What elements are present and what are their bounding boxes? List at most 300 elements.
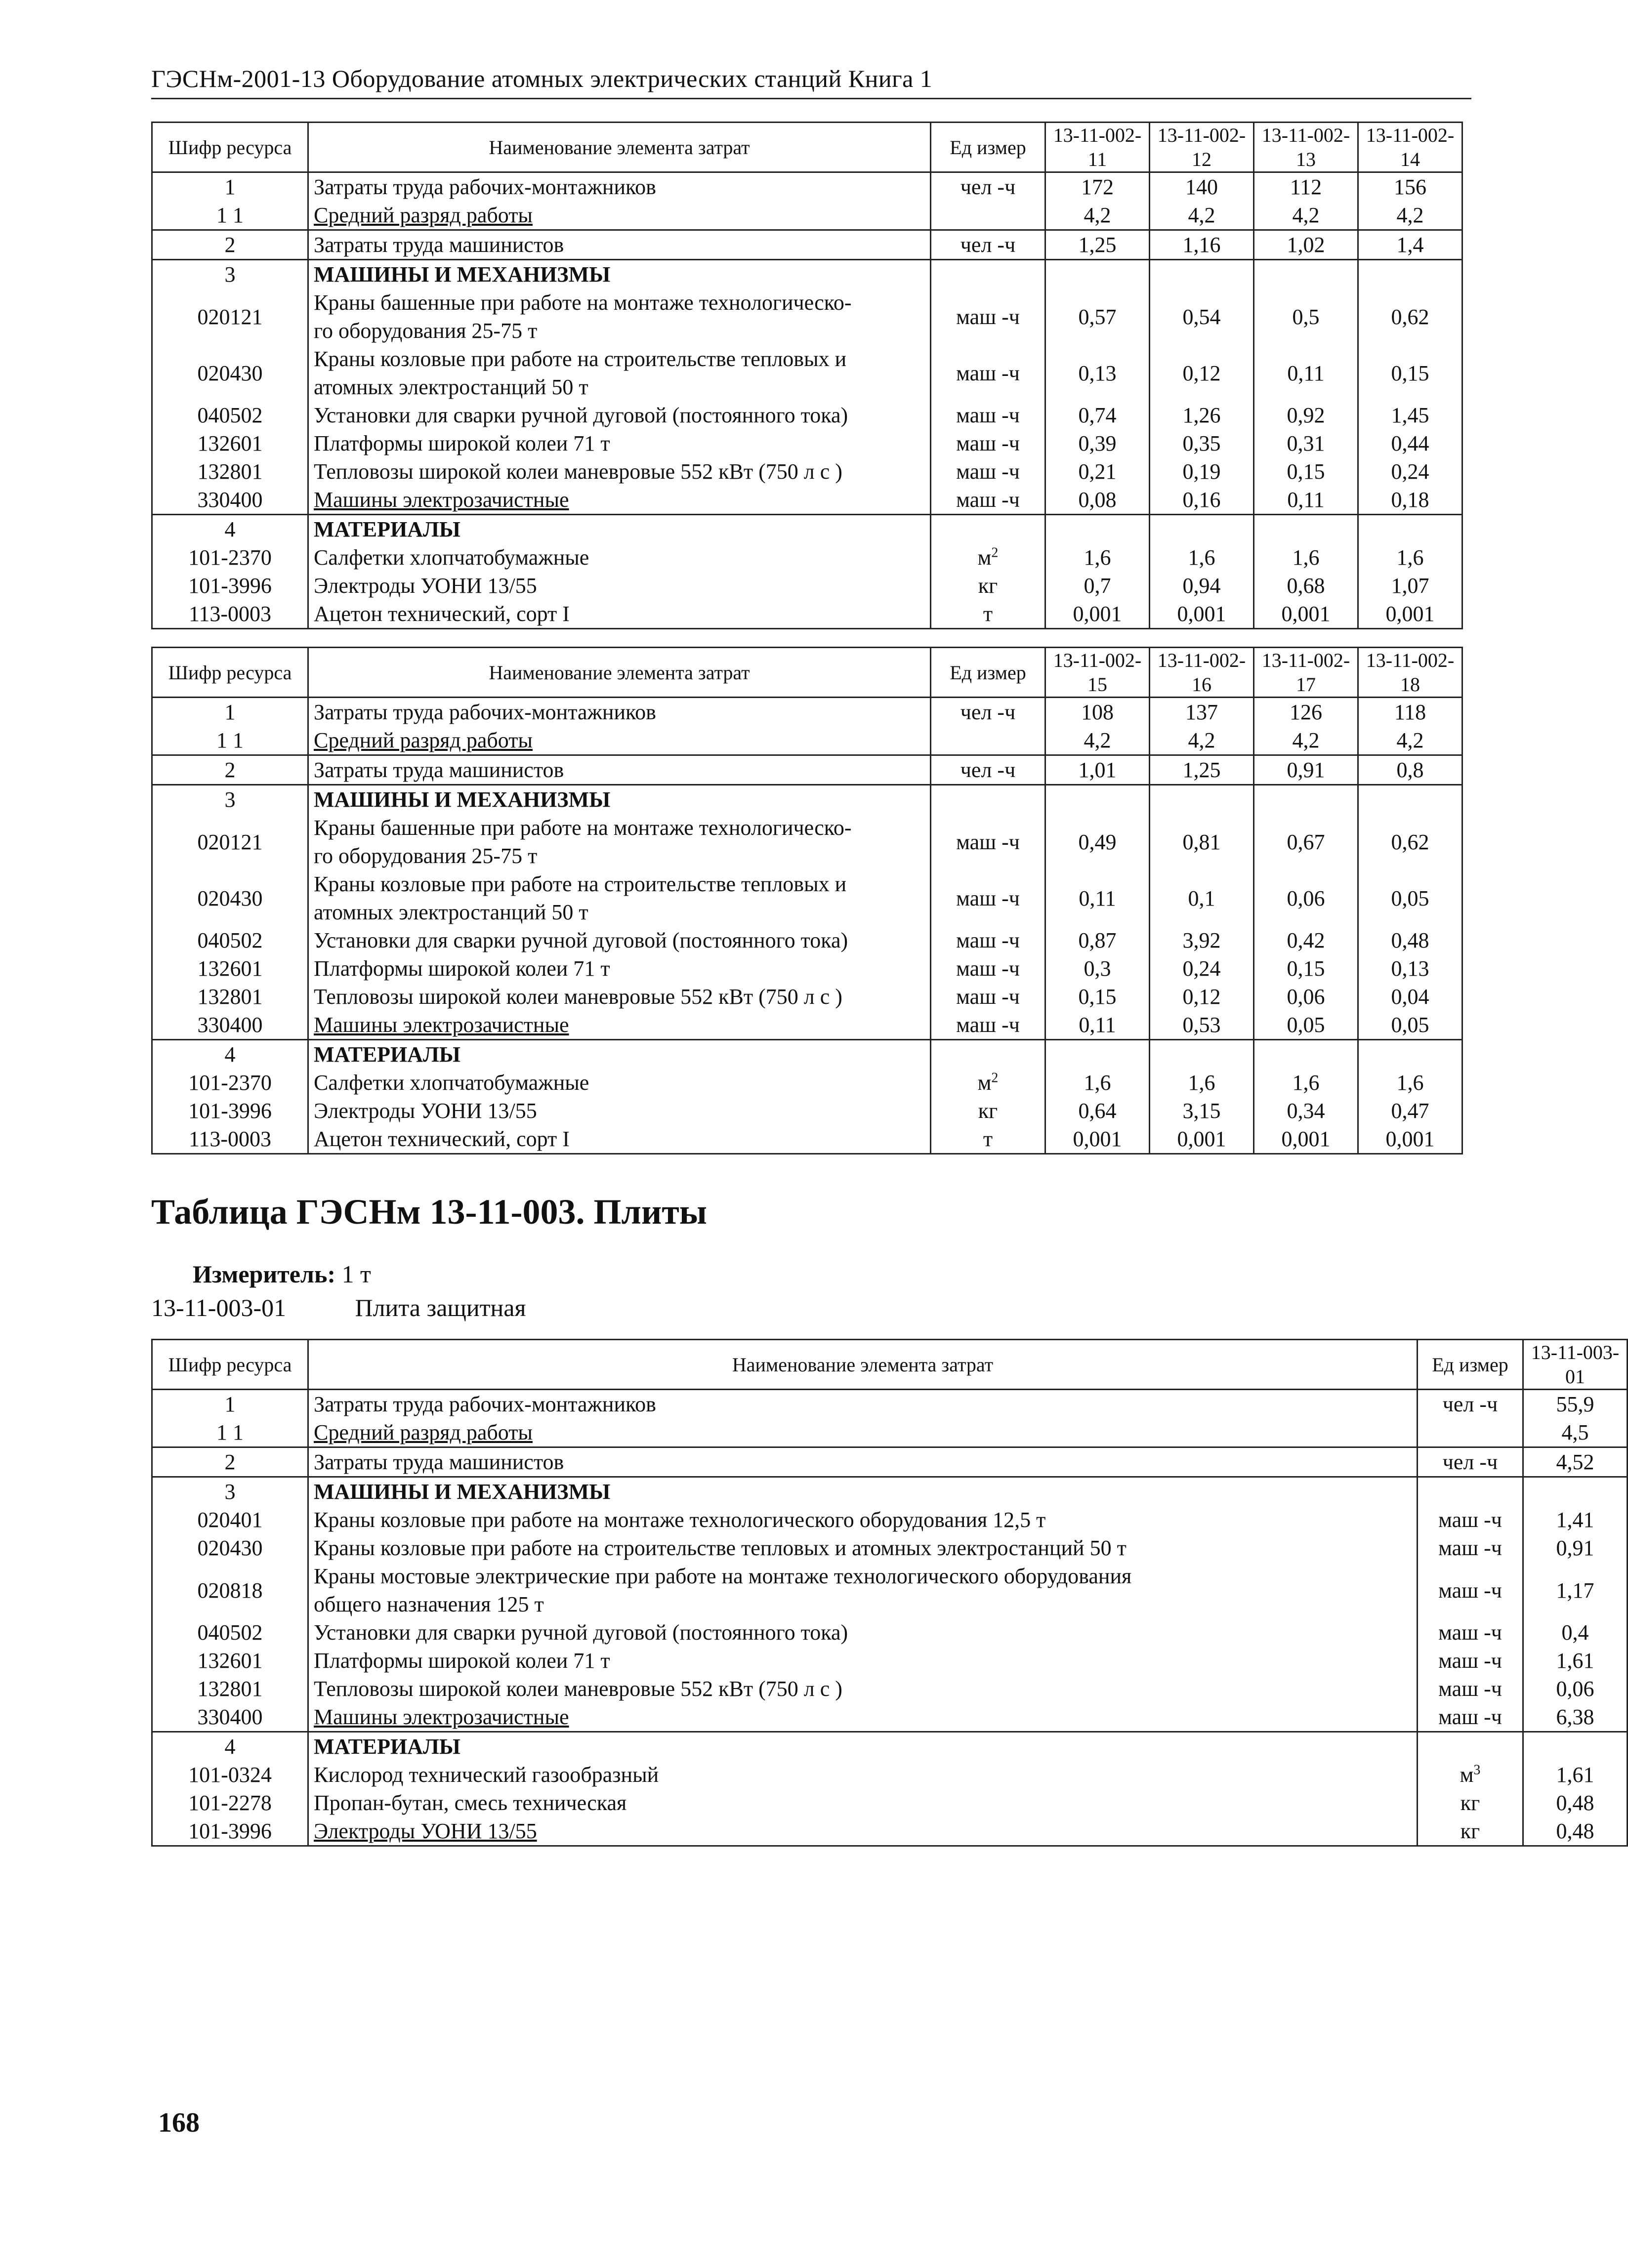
table-row: [152, 260, 1462, 289]
unit-text: кг: [1460, 1791, 1480, 1815]
norm-value: 0,05: [1254, 1011, 1358, 1040]
unit-cell: [1418, 1506, 1523, 1534]
unit-cell: [931, 345, 1045, 401]
table-row: [152, 1789, 1628, 1817]
unit-cell: [1418, 1789, 1523, 1817]
resource-name-line: го оборудования 25-75 т: [314, 319, 538, 343]
norm-value: 0,64: [1045, 1097, 1150, 1125]
norm-value: 156: [1358, 172, 1462, 202]
norm-value: 0,44: [1358, 429, 1462, 457]
resource-name-line: Электроды УОНИ 13/55: [314, 1819, 537, 1843]
resource-name: [308, 1447, 1418, 1477]
unit-cell: [931, 755, 1045, 785]
unit-exponent: 2: [991, 1070, 999, 1086]
norm-value: 1,01: [1045, 755, 1150, 785]
table-row: [152, 870, 1462, 926]
norm-value: 1,6: [1254, 543, 1358, 572]
norm-table-002-15-18: [151, 647, 1463, 1155]
table-row: [152, 429, 1462, 457]
norm-value: 1,26: [1150, 401, 1254, 429]
norm-value: 0,001: [1254, 600, 1358, 629]
header-unit: Ед измер: [931, 648, 1045, 698]
resource-name: [308, 1097, 931, 1125]
resource-name: [308, 457, 931, 486]
resource-name: [308, 1703, 1418, 1732]
norm-value: 0,05: [1358, 870, 1462, 926]
resource-name: [308, 1732, 1418, 1761]
resource-name-line: Средний разряд работы: [314, 728, 533, 752]
norm-value: 4,2: [1150, 201, 1254, 230]
resource-name: [308, 1534, 1418, 1562]
norm-value: 0,15: [1254, 954, 1358, 983]
resource-name-line: Ацетон технический, сорт I: [314, 1127, 570, 1151]
norm-value: 0,74: [1045, 401, 1150, 429]
resource-name-line: МАТЕРИАЛЫ: [314, 517, 460, 541]
norm-value: 112: [1254, 172, 1358, 202]
header-row: [152, 1340, 1628, 1390]
norm-value: 0,12: [1150, 983, 1254, 1011]
table-row: [152, 1703, 1628, 1732]
unit-cell: [931, 401, 1045, 429]
unit-text: маш -ч: [956, 928, 1020, 952]
resource-name-line: МАТЕРИАЛЫ: [314, 1734, 460, 1759]
unit-cell: [1418, 1447, 1523, 1477]
unit-cell: [1418, 1703, 1523, 1732]
unit-cell: [1418, 1732, 1523, 1761]
resource-name: [308, 870, 931, 926]
resource-name: [308, 726, 931, 755]
norm-value: 0,04: [1358, 983, 1462, 1011]
resource-code: 2: [152, 1447, 308, 1477]
resource-code: 4: [152, 1040, 308, 1069]
resource-name: [308, 201, 931, 230]
table-row: [152, 1069, 1462, 1097]
header-norm-code: [1358, 123, 1462, 172]
unit-text: маш -ч: [1438, 1620, 1502, 1645]
table-row: [152, 1817, 1628, 1846]
table-row: [152, 1618, 1628, 1647]
norm-value: 0,001: [1045, 600, 1150, 629]
norm-value: 1,6: [1358, 543, 1462, 572]
norm-value: 0,11: [1045, 1011, 1150, 1040]
header-norm-code: [1150, 648, 1254, 698]
resource-code: 1 1: [152, 726, 308, 755]
unit-cell: [931, 954, 1045, 983]
resource-name: [308, 1761, 1418, 1789]
table-row: [152, 515, 1462, 544]
unit-text: чел -ч: [960, 700, 1016, 724]
norm-value: [1150, 1040, 1254, 1069]
resource-name-line: Тепловозы широкой колеи маневровые 552 кВт (750 л с ): [314, 459, 842, 484]
resource-name-line: Краны башенные при работе на монтаже технологическо-: [314, 816, 852, 840]
table-row: [152, 1040, 1462, 1069]
unit-text: чел -ч: [960, 758, 1016, 782]
resource-code: 020430: [152, 870, 308, 926]
header-norm-code-text: 13-11-002-16: [1157, 649, 1246, 696]
norm-value: [1045, 785, 1150, 814]
table-row: [152, 345, 1462, 401]
resource-code: 101-3996: [152, 572, 308, 600]
resource-name: [308, 172, 931, 202]
table-row: [152, 954, 1462, 983]
unit-text: чел -ч: [1442, 1450, 1498, 1474]
unit-cell: [931, 870, 1045, 926]
resource-code: 101-3996: [152, 1097, 308, 1125]
unit-cell: [931, 289, 1045, 345]
header-norm-code: [1045, 648, 1150, 698]
unit-cell: [931, 172, 1045, 202]
unit-text: м: [1460, 1763, 1474, 1787]
norm-value: 0,31: [1254, 429, 1358, 457]
resource-code: 101-2278: [152, 1789, 308, 1817]
resource-name-line: Платформы широкой колеи 71 т: [314, 1649, 610, 1673]
meter-label: Измеритель:: [193, 1260, 336, 1288]
table-row: [152, 1125, 1462, 1154]
resource-name: [308, 429, 931, 457]
resource-name-line: Ацетон технический, сорт I: [314, 602, 570, 626]
norm-value: 6,38: [1523, 1703, 1628, 1732]
header-name: Наименование элемента затрат: [308, 123, 931, 172]
resource-code: 020401: [152, 1506, 308, 1534]
resource-name-line: Пропан-бутан, смесь техническая: [314, 1791, 627, 1815]
unit-text: кг: [1460, 1819, 1480, 1843]
resource-name-line: МАШИНЫ И МЕХАНИЗМЫ: [314, 787, 611, 812]
table-row: [152, 1390, 1628, 1419]
resource-code: 330400: [152, 486, 308, 515]
norm-table-003-01: [151, 1339, 1628, 1847]
resource-name-line: Краны козловые при работе на строительстве тепловых и атомных электростанций 50 т: [314, 1536, 1127, 1560]
header-code: Шифр ресурса: [152, 123, 308, 172]
resource-name-line: Краны козловые при работе на строительстве тепловых и: [314, 347, 847, 371]
table-row: [152, 543, 1462, 572]
resource-name: [308, 755, 931, 785]
norm-value: 0,001: [1358, 1125, 1462, 1154]
unit-cell: [1418, 1418, 1523, 1447]
resource-name-line: Платформы широкой колеи 71 т: [314, 956, 610, 981]
norm-value: 0,34: [1254, 1097, 1358, 1125]
norm-value: 1,16: [1150, 230, 1254, 260]
table-row: [152, 486, 1462, 515]
unit-cell: [1418, 1477, 1523, 1506]
norm-value: 0,001: [1358, 600, 1462, 629]
norm-value: 108: [1045, 698, 1150, 727]
resource-name-line: МАШИНЫ И МЕХАНИЗМЫ: [314, 1480, 611, 1504]
header-row: [152, 123, 1462, 172]
unit-text: маш -ч: [956, 304, 1020, 329]
resource-code: 132601: [152, 1647, 308, 1675]
resource-code: 132601: [152, 954, 308, 983]
resource-name: [308, 1618, 1418, 1647]
unit-cell: [931, 785, 1045, 814]
resource-code: 132601: [152, 429, 308, 457]
table-row: [152, 401, 1462, 429]
unit-text: маш -ч: [956, 956, 1020, 981]
norm-value: 1,61: [1523, 1647, 1628, 1675]
norm-value: [1358, 515, 1462, 544]
norm-value: 0,57: [1045, 289, 1150, 345]
resource-name: [308, 926, 931, 954]
resource-name-line: Затраты труда рабочих-монтажников: [314, 175, 656, 199]
norm-value: 0,39: [1045, 429, 1150, 457]
norm-value: 0,001: [1150, 1125, 1254, 1154]
unit-cell: [931, 457, 1045, 486]
resource-name: [308, 1069, 931, 1097]
resource-name-line: Средний разряд работы: [314, 1420, 533, 1444]
resource-name-line: общего назначения 125 т: [314, 1592, 544, 1616]
resource-code: 4: [152, 515, 308, 544]
norm-value: [1523, 1477, 1628, 1506]
norm-value: 0,48: [1523, 1789, 1628, 1817]
table-row: [152, 1097, 1462, 1125]
unit-cell: [931, 600, 1045, 629]
norm-value: 1,02: [1254, 230, 1358, 260]
resource-code: 1: [152, 172, 308, 202]
norm-value: 3,15: [1150, 1097, 1254, 1125]
table-row: [152, 1534, 1628, 1562]
norm-value: 0,11: [1045, 870, 1150, 926]
resource-code: 132801: [152, 983, 308, 1011]
header-row: [152, 648, 1462, 698]
resource-code: 132801: [152, 457, 308, 486]
resource-name: [308, 954, 931, 983]
norm-value: 0,24: [1150, 954, 1254, 983]
unit-text: чел -ч: [1442, 1392, 1498, 1416]
resource-name-line: Затраты труда рабочих-монтажников: [314, 1392, 656, 1416]
header-norm-code: [1523, 1340, 1628, 1390]
header-norm-code: [1045, 123, 1150, 172]
resource-code: 101-2370: [152, 543, 308, 572]
unit-cell: [931, 1011, 1045, 1040]
header-norm-code: [1358, 648, 1462, 698]
resource-code: 113-0003: [152, 600, 308, 629]
unit-text: маш -ч: [956, 488, 1020, 512]
resource-name: [308, 600, 931, 629]
unit-cell: [1418, 1761, 1523, 1789]
header-norm-code-text: 13-11-002-18: [1366, 649, 1455, 696]
norm-value: 0,47: [1358, 1097, 1462, 1125]
resource-name: [308, 1040, 931, 1069]
norm-value: 0,8: [1358, 755, 1462, 785]
norm-value: 55,9: [1523, 1390, 1628, 1419]
norm-value: [1358, 1040, 1462, 1069]
resource-code: 101-3996: [152, 1817, 308, 1846]
norm-value: 0,05: [1358, 1011, 1462, 1040]
norm-value: 0,06: [1254, 870, 1358, 926]
unit-text: маш -ч: [1438, 1536, 1502, 1560]
norm-value: 1,6: [1254, 1069, 1358, 1097]
resource-name-line: Краны мостовые электрические при работе на монтаже технологического оборудования: [314, 1564, 1132, 1588]
table-row: [152, 600, 1462, 629]
norm-value: 4,2: [1150, 726, 1254, 755]
resource-name-line: Салфетки хлопчатобумажные: [314, 545, 589, 570]
header-unit: Ед измер: [931, 123, 1045, 172]
section-title: Таблица ГЭСНм 13-11-003. Плиты: [151, 1192, 707, 1232]
resource-code: 113-0003: [152, 1125, 308, 1154]
norm-value: 3,92: [1150, 926, 1254, 954]
resource-name-line: Машины электрозачистные: [314, 1705, 569, 1729]
norm-value: 1,6: [1045, 543, 1150, 572]
header-norm-code: [1254, 648, 1358, 698]
unit-cell: [1418, 1647, 1523, 1675]
resource-name-line: Краны козловые при работе на монтаже технологического оборудования 12,5 т: [314, 1508, 1046, 1532]
norm-value: 0,1: [1150, 870, 1254, 926]
norm-value: 1,17: [1523, 1562, 1628, 1618]
norm-value: 4,2: [1254, 201, 1358, 230]
unit-text: кг: [978, 574, 998, 598]
header-norm-code-text: 13-11-002-17: [1261, 649, 1350, 696]
resource-code: 020818: [152, 1562, 308, 1618]
norm-value: 0,62: [1358, 289, 1462, 345]
norm-value: 0,13: [1358, 954, 1462, 983]
norm-value: 1,6: [1150, 543, 1254, 572]
table-row: [152, 572, 1462, 600]
norm-value: 126: [1254, 698, 1358, 727]
unit-text: маш -ч: [956, 1013, 1020, 1037]
resource-name: [308, 486, 931, 515]
norm-value: [1254, 1040, 1358, 1069]
unit-text: кг: [978, 1099, 998, 1123]
unit-cell: [931, 260, 1045, 289]
resource-code: 1: [152, 698, 308, 727]
resource-code: 020121: [152, 814, 308, 870]
resource-name-line: Электроды УОНИ 13/55: [314, 574, 537, 598]
resource-name-line: Электроды УОНИ 13/55: [314, 1099, 537, 1123]
table-row: [152, 1675, 1628, 1703]
resource-name-line: МАШИНЫ И МЕХАНИЗМЫ: [314, 262, 611, 287]
norm-value: [1254, 515, 1358, 544]
unit-text: маш -ч: [956, 829, 1020, 854]
norm-value: 140: [1150, 172, 1254, 202]
norm-value: 1,25: [1045, 230, 1150, 260]
meter-line: [193, 1260, 371, 1288]
norm-value: 0,54: [1150, 289, 1254, 345]
table-row: [152, 814, 1462, 870]
norm-value: 0,4: [1523, 1618, 1628, 1647]
resource-name: [308, 1506, 1418, 1534]
unit-text: маш -ч: [1438, 1677, 1502, 1701]
norm-value: 4,2: [1358, 201, 1462, 230]
unit-text: маш -ч: [956, 985, 1020, 1009]
unit-cell: [931, 230, 1045, 260]
resource-code: 1 1: [152, 1418, 308, 1447]
unit-text: маш -ч: [1438, 1508, 1502, 1532]
resource-name: [308, 1125, 931, 1154]
norm-value: 1,6: [1045, 1069, 1150, 1097]
norm-value: [1045, 260, 1150, 289]
unit-text: маш -ч: [1438, 1705, 1502, 1729]
resource-name-line: Машины электрозачистные: [314, 488, 569, 512]
resource-code: 040502: [152, 401, 308, 429]
header-code: Шифр ресурса: [152, 648, 308, 698]
header-norm-code-text: 13-11-002-15: [1053, 649, 1142, 696]
resource-name-line: Салфетки хлопчатобумажные: [314, 1071, 589, 1095]
resource-code: 101-2370: [152, 1069, 308, 1097]
norm-value: 0,18: [1358, 486, 1462, 515]
norm-value: 4,52: [1523, 1447, 1628, 1477]
norm-value: 0,06: [1254, 983, 1358, 1011]
norm-value: 0,11: [1254, 345, 1358, 401]
table-row: [152, 230, 1462, 260]
unit-text: маш -ч: [956, 459, 1020, 484]
resource-name: [308, 1789, 1418, 1817]
resource-name: [308, 1418, 1418, 1447]
table-row: [152, 1506, 1628, 1534]
unit-text: маш -ч: [956, 403, 1020, 427]
table-row: [152, 698, 1462, 727]
norm-value: [1254, 260, 1358, 289]
norm-value: 0,5: [1254, 289, 1358, 345]
norm-value: 0,91: [1254, 755, 1358, 785]
norm-value: 0,49: [1045, 814, 1150, 870]
norm-value: 0,53: [1150, 1011, 1254, 1040]
norm-value: 4,5: [1523, 1418, 1628, 1447]
resource-name-line: Установки для сварки ручной дуговой (постоянного тока): [314, 928, 848, 952]
page-number: 168: [158, 2107, 200, 2138]
resource-code: 2: [152, 230, 308, 260]
norm-value: 0,21: [1045, 457, 1150, 486]
table-row: [152, 1562, 1628, 1618]
norm-value: [1358, 260, 1462, 289]
resource-name-line: Затраты труда рабочих-монтажников: [314, 700, 656, 724]
resource-name-line: Краны башенные при работе на монтаже технологическо-: [314, 290, 852, 315]
norm-value: 4,2: [1045, 201, 1150, 230]
resource-code: 3: [152, 1477, 308, 1506]
norm-value: 0,15: [1358, 345, 1462, 401]
norm-value: 0,001: [1150, 600, 1254, 629]
resource-name: [308, 515, 931, 544]
unit-cell: [1418, 1562, 1523, 1618]
norm-value: [1523, 1732, 1628, 1761]
norm-value: 0,001: [1045, 1125, 1150, 1154]
norm-value: 0,7: [1045, 572, 1150, 600]
table-row: [152, 172, 1462, 202]
page-header: ГЭСНм-2001-13 Оборудование атомных электрических станций Книга 1: [151, 64, 1471, 99]
unit-cell: [931, 983, 1045, 1011]
resource-name-line: Тепловозы широкой колеи маневровые 552 кВт (750 л с ): [314, 1677, 842, 1701]
resource-name: [308, 1817, 1418, 1846]
resource-code: 101-0324: [152, 1761, 308, 1789]
unit-text: маш -ч: [1438, 1578, 1502, 1603]
norm-table-002-11-14: [151, 122, 1463, 629]
unit-cell: [931, 515, 1045, 544]
resource-name-line: атомных электростанций 50 т: [314, 900, 588, 924]
norm-value: 0,06: [1523, 1675, 1628, 1703]
norm-value: 1,61: [1523, 1761, 1628, 1789]
norm-value: 0,92: [1254, 401, 1358, 429]
resource-name-line: МАТЕРИАЛЫ: [314, 1042, 460, 1067]
resource-name: [308, 543, 931, 572]
table-row: [152, 785, 1462, 814]
table-row: [152, 1732, 1628, 1761]
table-row: [152, 201, 1462, 230]
unit-text: т: [983, 1127, 993, 1151]
norm-value: 1,07: [1358, 572, 1462, 600]
header-name: Наименование элемента затрат: [308, 648, 931, 698]
resource-name-line: Установки для сварки ручной дуговой (постоянного тока): [314, 403, 848, 427]
resource-code: 020121: [152, 289, 308, 345]
table-row: [152, 1447, 1628, 1477]
resource-name-line: Затраты труда машинистов: [314, 758, 564, 782]
resource-name: [308, 1390, 1418, 1419]
resource-name-line: Установки для сварки ручной дуговой (постоянного тока): [314, 1620, 848, 1645]
norm-value: 0,62: [1358, 814, 1462, 870]
unit-cell: [931, 543, 1045, 572]
resource-name-line: Кислород технический газообразный: [314, 1763, 659, 1787]
table-row: [152, 983, 1462, 1011]
norm-value: 0,15: [1045, 983, 1150, 1011]
unit-cell: [931, 726, 1045, 755]
resource-name-line: Затраты труда машинистов: [314, 233, 564, 257]
